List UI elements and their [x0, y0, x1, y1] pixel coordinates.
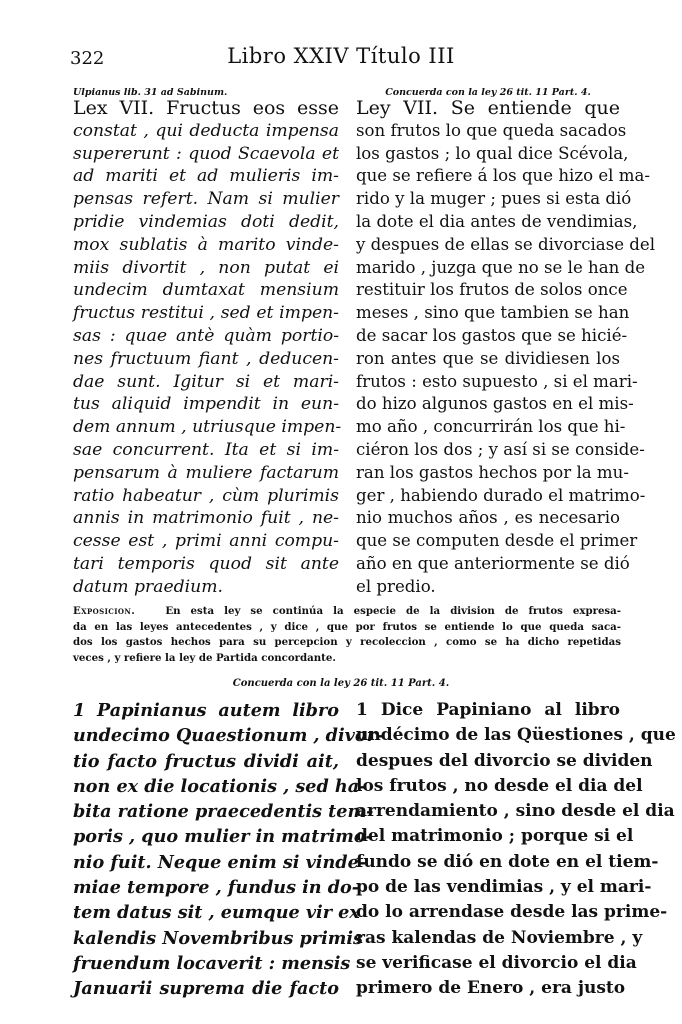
law7-spanish-line: do hizo algunos gastos en el mis- [356, 394, 634, 414]
law7-latin-line: pridie vindemias doti dedit, [73, 211, 339, 232]
law7-latin-line: mox sublatis à marito vinde- [73, 234, 339, 255]
law7-latin-line: supererunt : quod Scaevola et [73, 143, 339, 164]
law7-spanish-line: que se computen desde el primer [356, 531, 638, 551]
section1-spanish-line: po de las vendimias , y el mari- [356, 877, 652, 898]
law7-spanish-text [356, 97, 656, 599]
law7-spanish-line: son frutos lo que queda sacados [356, 120, 627, 140]
section1-latin-line: tem datus sit , eumque vir ex [73, 902, 360, 924]
law7-spanish-line: la dote el dia antes de vendimias, [356, 211, 638, 231]
law7-spanish-line: restituir los frutos de solos once [356, 280, 628, 300]
law7-latin-line: undecim dumtaxat mensium [73, 280, 339, 301]
law7-latin-line: cesse est , primi anni compu- [73, 531, 339, 552]
law7-latin-line: Lex VII. Fructus eos esse [73, 97, 339, 119]
exposition-line [73, 604, 621, 620]
section1-spanish-line: primero de Enero , era justo [356, 978, 626, 999]
exposition-block [73, 604, 621, 666]
section1-spanish-line: se verificase el divorcio el dia [356, 952, 637, 973]
law7-spanish-line: marido , juzga que no se le han de [356, 257, 646, 277]
law7-spanish-line: rido y la muger ; pues si esta dió [356, 189, 632, 209]
section1-latin-line: bita ratione praecedentis tem- [73, 801, 374, 823]
exposition-label: Exposicion. [73, 605, 136, 617]
section1-latin-line: miae tempore , fundus in do- [73, 877, 360, 899]
law7-spanish-line: que se refiere á los que hizo el ma- [356, 166, 650, 186]
section1-latin-line: tio facto fructus dividi ait, [73, 750, 339, 772]
section1-concordance: Concuerda con la ley 26 tit. 11 Part. 4. [232, 678, 450, 689]
spanish-source-note: Concuerda con la ley 26 tit. 11 Part. 4. [385, 87, 591, 98]
law7-spanish-line: ger , habiendo durado el matrimo- [356, 485, 646, 505]
law7-spanish-line: ciéron los dos ; y así si se conside- [356, 439, 645, 459]
law7-spanish-line: de sacar los gastos que se hicié- [356, 325, 628, 345]
exposition-line: veces , y refiere la ley de Partida concordante. [73, 651, 336, 664]
law7-latin-line: pensarum à muliere factarum [73, 462, 339, 483]
page-number: 322 [70, 48, 105, 69]
section1-latin-line: Januarii suprema die facto [73, 978, 339, 1000]
section1-latin-line: non ex die locationis , sed ha- [73, 775, 367, 797]
law7-latin-line: sae concurrent. Ita et si im- [73, 439, 339, 460]
law7-latin-line: fructus restitui , sed et impen- [73, 303, 339, 324]
law7-latin-line: sas : quae antè quàm portio- [73, 325, 339, 346]
section1-spanish-line: do lo arrendase desde las prime- [356, 902, 668, 923]
law7-spanish-line: Ley VII. Se entiende que [356, 97, 620, 119]
latin-source-note: Ulpianus lib. 31 ad Sabinum. [73, 87, 228, 98]
law7-latin-line: pensas refert. Nam si mulier [73, 189, 339, 210]
law7-latin-line: ad mariti et ad mulieris im- [73, 166, 339, 187]
section1-latin-line: 1 Papinianus autem libro [73, 700, 339, 721]
exposition-line: dos los gastos hechos para su percepcion y recoleccion , como se ha dicho repetidas [73, 636, 621, 649]
law7-latin-line: miis divortit , non putat ei [73, 257, 339, 278]
law7-spanish-line: nio muchos años , es necesario [356, 508, 620, 528]
law7-latin-line: datum praedium. [73, 576, 223, 597]
section1-latin-line: undecimo Quaestionum , divor- [73, 725, 384, 747]
law7-latin-line: tus aliquid impendit in eun- [73, 394, 339, 415]
section1-spanish-line: fundo se dió en dote en el tiem- [356, 851, 659, 872]
law7-spanish-line: año en que anteriormente se dió [356, 553, 630, 573]
section1-latin-text [73, 698, 384, 1002]
section1-latin-line: kalendis Novembribus primis [73, 927, 363, 949]
law7-spanish-line: mo año , concurrirán los que hi- [356, 417, 626, 437]
section1-spanish-line: despues del divorcio se dividen [356, 750, 653, 771]
law7-spanish-line: el predio. [356, 576, 436, 596]
law7-latin-line: dem annum , utriusque impen- [73, 417, 342, 438]
section1-spanish-line: del matrimonio ; porque si el [356, 826, 634, 847]
law7-spanish-line: ron antes que se dividiesen los [356, 348, 620, 368]
law7-latin-line: constat , qui deducta impensa [73, 120, 339, 141]
law7-spanish-line: y despues de ellas se divorciase del [356, 234, 656, 254]
law7-spanish-line: frutos : esto supuesto , si el mari- [356, 371, 638, 391]
section1-spanish-line: 1 Dice Papiniano al libro [356, 700, 620, 720]
section1-spanish-line: ras kalendas de Noviembre , y [356, 927, 643, 948]
law7-latin-line: dae sunt. Igitur si et mari- [73, 371, 339, 392]
section1-latin-line: poris , quo mulier in matrimo- [73, 826, 373, 848]
law7-latin-line: annis in matrimonio fuit , ne- [73, 508, 339, 529]
law7-latin-line: tari temporis quod sit ante [73, 553, 339, 574]
law7-latin-line: ratio habeatur , cùm plurimis [73, 485, 339, 506]
law7-spanish-line: meses , sino que tambien se han [356, 303, 630, 323]
section1-latin-line: nio fuit. Neque enim si vinde- [73, 851, 367, 873]
section1-spanish-line: los frutos , no desde el dia del [356, 775, 643, 796]
section1-spanish-line: arrendamiento , sino desde el dia [356, 801, 675, 822]
exposition-line: da en las leyes antecedentes , y dice , que por frutos se entiende lo que queda saca- [73, 620, 621, 633]
section1-spanish-text [356, 698, 676, 1002]
running-head: Libro XXIV Título III [227, 44, 455, 68]
exposition-text: En esta ley se continúa la especie de la division de frutos expresa- [165, 605, 621, 617]
law7-latin-line: nes fructuum fiant , deducen- [73, 348, 339, 369]
section1-spanish-line: undécimo de las Qüestiones , que [356, 725, 676, 746]
law7-spanish-line: los gastos ; lo qual dice Scévola, [356, 143, 629, 163]
section1-latin-line: fruendum locaverit : mensis [73, 952, 351, 974]
law7-latin-text [73, 97, 342, 599]
law7-spanish-line: ran los gastos hechos por la mu- [356, 462, 629, 482]
